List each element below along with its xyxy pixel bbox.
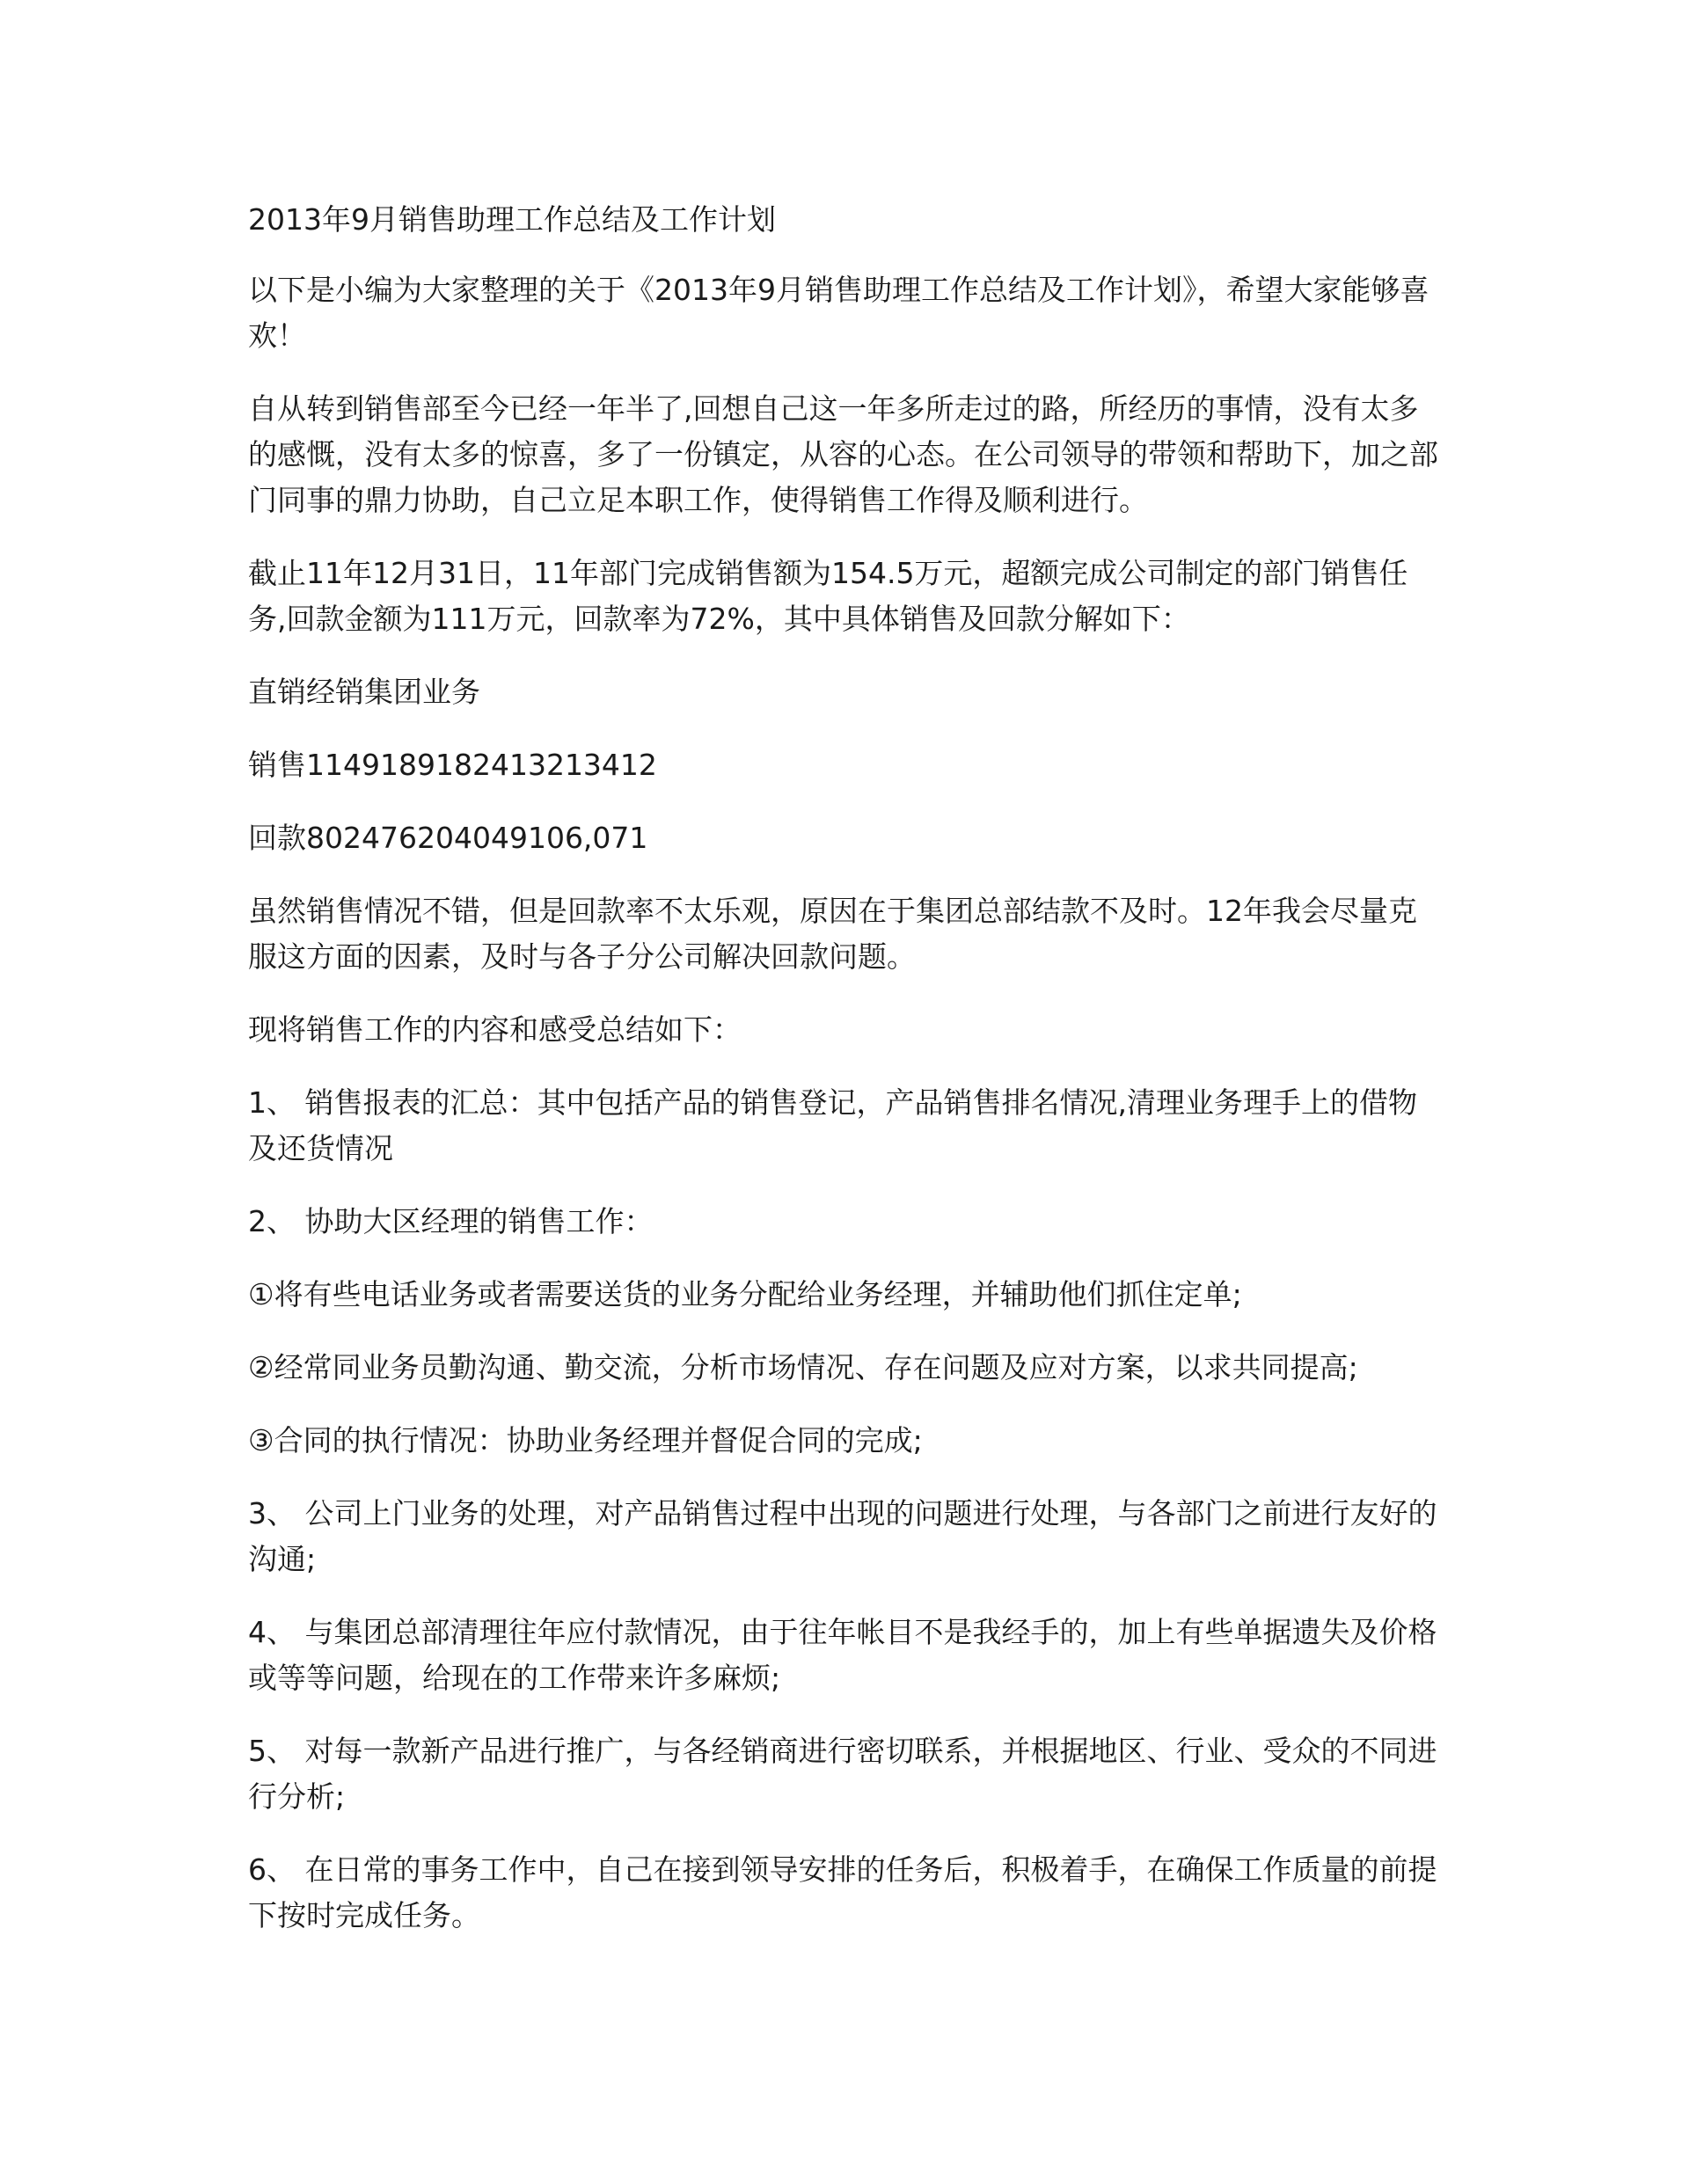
sub-list-item: ③合同的执行情况：协助业务经理并督促合同的完成;: [248, 1423, 923, 1457]
sub-list-item: ②经常同业务员勤沟通、勤交流，分析市场情况、存在问题及应对方案，以求共同提高;: [248, 1350, 1358, 1384]
sales-figures-line: 销售1149189182413213412: [248, 748, 657, 782]
payment-figures-line: 回款802476204049106,071: [248, 821, 648, 855]
list-item: 1、 销售报表的汇总：其中包括产品的销售登记，产品销售排名情况,清理业务理手上的借物及还货情况: [248, 1085, 1417, 1165]
sales-summary-paragraph: 截止11年12月31日，11年部门完成销售额为154.5万元，超额完成公司制定的部门销售任务,回款金额为111万元，回款率为72%，其中具体销售及回款分解如下：: [248, 556, 1408, 636]
section-intro: 现将销售工作的内容和感受总结如下：: [248, 1012, 742, 1047]
table-header-line: 直销经销集团业务: [248, 675, 480, 709]
body-paragraph: 虽然销售情况不错，但是回款率不太乐观，原因在于集团总部结款不及时。12年我会尽量克服这方面的因素，及时与各子分公司解决回款问题。: [248, 894, 1417, 974]
list-item: 4、 与集团总部清理往年应付款情况，由于往年帐目不是我经手的，加上有些单据遗失及价格或等等问题，给现在的工作带来许多麻烦;: [248, 1615, 1437, 1695]
list-item: 3、 公司上门业务的处理，对产品销售过程中出现的问题进行处理，与各部门之前进行友好的沟通;: [248, 1496, 1437, 1576]
document-title: 2013年9月销售助理工作总结及工作计划: [248, 202, 776, 237]
list-item: 2、 协助大区经理的销售工作：: [248, 1204, 654, 1238]
intro-paragraph: 以下是小编为大家整理的关于《2013年9月销售助理工作总结及工作计划》，希望大家能够喜欢！: [248, 273, 1429, 353]
document-page: [248, 197, 1444, 1966]
sub-list-item: ①将有些电话业务或者需要送货的业务分配给业务经理，并辅助他们抓住定单;: [248, 1277, 1242, 1311]
body-paragraph: 自从转到销售部至今已经一年半了,回想自己这一年多所走过的路，所经历的事情，没有太多的感慨，没有太多的惊喜，多了一份镇定，从容的心态。在公司领导的带领和帮助下，加之部门同事的鼎力协助，自己立足本职工作，使得销售工作得及顺利进行。: [248, 391, 1438, 517]
list-item: 6、 在日常的事务工作中，自己在接到领导安排的任务后，积极着手，在确保工作质量的前提下按时完成任务。: [248, 1852, 1437, 1932]
list-item: 5、 对每一款新产品进行推广，与各经销商进行密切联系，并根据地区、行业、受众的不同进行分析;: [248, 1734, 1437, 1814]
